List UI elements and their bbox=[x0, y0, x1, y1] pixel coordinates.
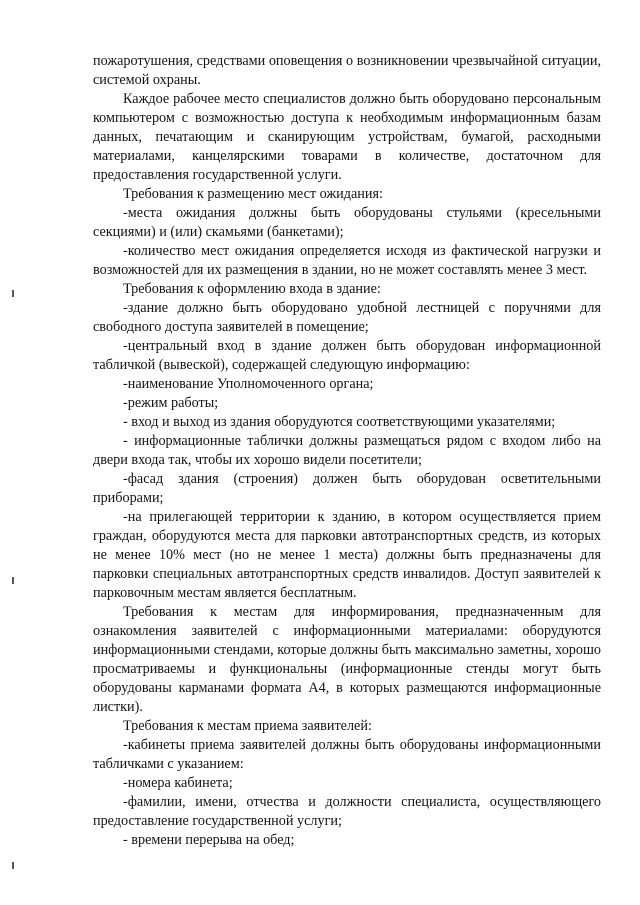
paragraph: -на прилегающей территории к зданию, в котором осуществляется прием граждан, оборудуются места для парковки автотранспортных средств, из которых не менее 10% мест (но не менее 1 места) должны быть предназначены для парковки специальных автотранспортных средств инвалидов. Доступ заявителей к парковочным местам является бесплатным. bbox=[93, 509, 601, 601]
paragraph: - информационные таблички должны размещаться рядом с входом либо на двери входа так, чтобы их хорошо видели посетители; bbox=[93, 433, 601, 468]
paragraph: Требования к местам для информирования, предназначенным для ознакомления заявителей с информационными материалами: оборудуются информационными стендами, которые должны быть максимально заметны, хорошо просматриваемы и функциональны (информационные стенды могут быть оборудованы карманами формата А4, в которых размещаются информационные листки). bbox=[93, 604, 601, 715]
paragraph: -количество мест ожидания определяется исходя из фактической нагрузки и возможностей для их размещения в здании, но не может составлять менее 3 мест. bbox=[93, 243, 601, 278]
scan-margin-mark bbox=[12, 290, 14, 297]
paragraph: -фамилии, имени, отчества и должности специалиста, осуществляющего предоставление государственной услуги; bbox=[93, 794, 601, 829]
paragraph: -центральный вход в здание должен быть оборудован информационной табличкой (вывеской), содержащей следующую информацию: bbox=[93, 338, 601, 373]
paragraph: Требования к местам приема заявителей: bbox=[123, 718, 372, 734]
paragraph: Требования к размещению мест ожидания: bbox=[123, 186, 383, 202]
paragraph: -здание должно быть оборудовано удобной лестницей с поручнями для свободного доступа заявителей в помещение; bbox=[93, 300, 601, 335]
paragraph: -номера кабинета; bbox=[123, 775, 233, 791]
scan-margin-mark bbox=[12, 862, 14, 869]
paragraph: -фасад здания (строения) должен быть оборудован осветительными приборами; bbox=[93, 471, 601, 506]
paragraph: Каждое рабочее место специалистов должно быть оборудовано персональным компьютером с возможностью доступа к необходимым информационным базам данных, печатающим и сканирующим устройствам, бумагой, расходными материалами, канцелярскими товарами в количестве, достаточном для предоставления государственной услуги. bbox=[93, 91, 601, 183]
paragraph: - времени перерыва на обед; bbox=[123, 832, 295, 848]
paragraph: Требования к оформлению входа в здание: bbox=[123, 281, 381, 297]
paragraph: -места ожидания должны быть оборудованы стульями (кресельными секциями) и (или) скамьями (банкетами); bbox=[93, 205, 601, 240]
paragraph: - вход и выход из здания оборудуются соответствующими указателями; bbox=[123, 414, 556, 430]
paragraph: -кабинеты приема заявителей должны быть оборудованы информационными табличками с указанием: bbox=[93, 737, 601, 772]
scan-margin-mark bbox=[12, 577, 14, 584]
paragraph: пожаротушения, средствами оповещения о возникновении чрезвычайной ситуации, системой охраны. bbox=[93, 53, 601, 88]
paragraph: -режим работы; bbox=[123, 395, 219, 411]
paragraph: -наименование Уполномоченного органа; bbox=[123, 376, 374, 392]
document-body bbox=[93, 52, 601, 850]
